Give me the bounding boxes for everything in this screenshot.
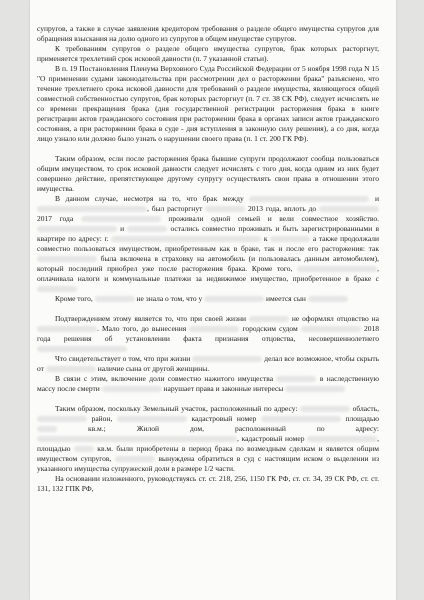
redacted-address — [111, 236, 261, 242]
paragraph-6 — [37, 294, 379, 304]
p6-text-b: не знала о том, что у — [136, 294, 203, 303]
p5-text-h: остались совместно проживать и быть зарегистрированными в квартире по адресу: г. — [37, 224, 379, 243]
redacted-number — [37, 426, 57, 432]
redacted-name — [95, 296, 135, 302]
p8-text-c: наличие сына от другой женщины. — [97, 364, 210, 373]
p10-text-c: район, — [91, 414, 113, 423]
p10-text-b: область, — [352, 404, 379, 413]
p5-text-d: 2013 года, вплоть до — [248, 204, 317, 213]
redacted-name — [127, 226, 167, 232]
redacted-name — [46, 366, 96, 372]
redacted-address — [300, 406, 350, 412]
paragraph-9 — [37, 374, 379, 394]
p10-text-e: площадью — [345, 414, 379, 423]
paragraph-11: На основании изложенного, руководствуясь ст. ст. 218, 256, 1150 ГК РФ, ст. ст. 34, 39 СК РФ, ст. ст. 131, 132 ГПК РФ, — [37, 474, 379, 493]
p5-text-b: и — [375, 194, 380, 203]
p10-text-d: кадастровый номер — [191, 414, 257, 423]
p5-text-a: В данном случае, несмотря на то, что брак между — [55, 194, 244, 203]
p5-text-k: была включена в страховку на автомобиль (и пользовалась данным автомобилем), который последний приобрел уже после расторжения брака. Кроме того, — [37, 254, 380, 273]
p7-text-b: не оформлял отцовство на — [291, 314, 379, 323]
redacted-name — [37, 206, 147, 212]
paragraph-2: К требованиям супругов о разделе общего имущества супругов, брак которых расторгнут, применяется трехлетний срок исковой давности (п. 7 указанной статьи). — [37, 44, 379, 63]
p9-text-c: нарушает права и законные интересы — [163, 384, 284, 393]
p7-text-d: городским судом — [242, 324, 298, 333]
p5-text-e: 2017 года — [37, 214, 74, 223]
redacted-name — [249, 196, 369, 202]
p5-text-f: проживали одной семьей и вели совместное хозяйство. — [168, 214, 379, 223]
p10-text-g: , кадастровый номер — [237, 434, 305, 443]
redacted-name — [204, 296, 264, 302]
redacted-name — [249, 316, 289, 322]
redacted-name — [81, 216, 161, 222]
redacted-date — [319, 206, 379, 212]
p7-text-c: . Мало того, до вынесения — [97, 324, 187, 333]
redacted-name — [102, 386, 162, 392]
redacted-name — [115, 456, 155, 462]
redacted-number — [261, 416, 341, 422]
p6-text-c: имеется сын — [266, 294, 306, 303]
redacted-date — [301, 326, 361, 332]
document-text — [37, 24, 379, 494]
p9-text-a: В связи с этим, включение доли совместно нажитого имущества — [55, 374, 274, 383]
p8-text-a: Что свидетельствует о том, что при жизни — [55, 354, 191, 363]
redacted-name — [308, 296, 348, 302]
p6-text-a: Кроме того, — [55, 294, 93, 303]
redacted-name — [37, 286, 77, 292]
paragraph-8 — [37, 354, 379, 374]
p10-text-j: вынуждена обратиться в суд с настоящим иском о выделении из указанного имущества супружеской доли в размере 1/2 части. — [37, 454, 380, 473]
redacted-name — [37, 326, 97, 332]
p7-text-e: 2018 года решения об установлении факта признания отцовства, несовершеннолетнего — [37, 324, 380, 343]
redacted-name — [37, 256, 97, 262]
redacted-number — [307, 436, 377, 442]
paragraph-10 — [37, 404, 379, 474]
p5-text-j: а также продолжали совместно пользоваться имуществом, приобретенным как в браке, так и после его расторжения: так — [37, 234, 380, 253]
paragraph-3: В п. 19 Постановления Пленума Верховного Суда Российской Федерации от 5 ноября 1998 года N 15 "О применении судами законодательства при рассмотрении дел о расторжении брака" разъяснено, что течение трехлетнего срока исковой давности для требований о разделе имущества, являющегося общей совместной собственностью супругов, брак которых расторгнут (п. 7 ст. 38 СК РФ), следует исчислять не со времени прекращения брака (дня государственной регистрации расторжения брака в книге регистрации актов гражданского состояния при расторжении брака в органах записи актов гражданского состояния, а при расторжении брака в суде - дня вступления в законную силу решения), а со дня, когда лицо узнало или должно было узнать о нарушении своего права (п. 1 ст. 200 ГК РФ). — [37, 64, 379, 143]
redacted-name — [192, 356, 262, 362]
redacted-address — [37, 436, 237, 442]
redacted-name — [297, 266, 377, 272]
paragraph-7 — [37, 314, 379, 354]
redacted-address — [117, 416, 187, 422]
p5-text-c: , был расторгнут — [147, 204, 203, 213]
p5-text-i: к — [263, 234, 268, 243]
redacted-number — [74, 446, 94, 452]
redacted-name — [37, 226, 117, 232]
redacted-address — [270, 236, 310, 242]
redacted-name — [276, 376, 316, 382]
p5-text-g: и — [120, 224, 125, 233]
redacted-address — [37, 416, 87, 422]
paragraph-5 — [37, 194, 379, 294]
p9-text-b: в наследственную массу после смерти — [37, 374, 380, 393]
p10-text-h: , площадью — [37, 434, 379, 453]
p10-text-f: кв.м.; Жилой дом, расположенный по адресу: — [88, 424, 380, 433]
redacted-name — [37, 346, 127, 352]
p7-text-a: Подтверждением этому является то, что при своей жизни — [55, 314, 246, 323]
p10-text-i: кв.м. были приобретены в период брака по возмездным сделкам и является общим имуществом супругов, — [37, 444, 380, 463]
p8-text-b: делал все возможное, чтобы скрыть от — [37, 354, 380, 373]
redacted-name — [285, 386, 345, 392]
p10-text-a: Таким образом, поскольку Земельный участок, расположенный по адресу: — [55, 404, 298, 413]
p5-text-l: , оплачивала налоги и коммунальные платежи за недвижимое имущество, приобретенное в браке с — [37, 264, 379, 283]
paragraph-4: Таким образом, если после расторжения брака бывшие супруги продолжают сообща пользоваться общим имуществом, то срок исковой давности следует исчислять с того дня, когда одним из них будет совершено действие, препятствующее другому супругу осуществлять свои права в отношении этого имущества. — [37, 154, 379, 193]
redacted-date — [205, 206, 245, 212]
paragraph-1: супругов, а также в случае заявления кредитором требования о разделе общего имущества супругов для обращения взыскания на долю одного из супругов в общем имуществе супругов. — [37, 24, 379, 43]
redacted-city — [189, 326, 239, 332]
